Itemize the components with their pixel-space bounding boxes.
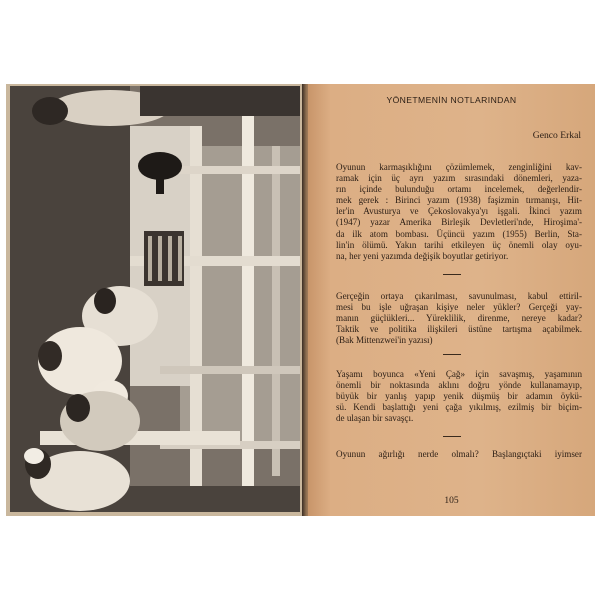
text-line: büyük bir yanlış yapıp yenik düşmüş bir adamın öykü- (336, 391, 582, 402)
paragraph-1 (336, 162, 582, 262)
text-line: Yaşamı boyunca «Yeni Çağ» için savaşmış, yaşamının (336, 369, 582, 379)
section-divider (443, 354, 461, 355)
text-line: ler'in Avusturya ve Çekoslovakya'yı işgali. İkinci yazım (336, 206, 582, 217)
text-line: mek gerek : Birinci yazım (1938) faşizmin tırmanışı, Hit- (336, 195, 582, 206)
text-line: Oyunun karmaşıklığını çözümlemek, zenginliğini kav- (336, 162, 582, 172)
paragraph-2 (336, 291, 582, 346)
text-line: Taktik ve politika ilişkileri üstüne tartışma açabilmek. (336, 324, 582, 335)
stage-photo-illustration (10, 86, 300, 512)
stage-photo (10, 86, 300, 512)
text-line: lin'in ölümü. Yakın tarihi etkileyen üç önemli olay oyu- (336, 239, 582, 250)
running-head: YÖNETMENİN NOTLARINDAN (386, 95, 517, 105)
text-line: mesi bu işle uğraşan kişiye neler yükler? Gerçeği yay- (336, 302, 582, 313)
right-page (308, 84, 595, 516)
left-page (6, 84, 304, 516)
section-divider (443, 436, 461, 437)
text-line: Oyunun ağırlığı nerde olmalı? Başlangıçtaki iyimser (336, 449, 582, 459)
text-line: da ilk atom bombası. Üçüncü yazım (1955) Berlin, Sta- (336, 228, 582, 239)
section-divider (443, 274, 461, 275)
open-book (6, 84, 595, 516)
text-line: de ulaşan bir savaşçı. (336, 413, 414, 424)
text-line: manın güçlükleri... Yüreklilik, direnme, nereye kadar? (336, 313, 582, 324)
paragraph-3 (336, 369, 582, 424)
text-line: Gerçeğin ortaya çıkarılması, savunulması, kabul ettiril- (336, 291, 582, 301)
text-line: na, her yeni yazımda değişik boyutlar getiriyor. (336, 250, 509, 261)
text-line: sü. Kendi başlattığı yeni çağa yıkılmış, ezilmiş bir biçim- (336, 402, 582, 413)
text-line: ramak için üç ayrı yazım sırasındaki dönemleri, yaza- (336, 173, 582, 184)
page-number: 105 (444, 496, 459, 506)
text-line: rın içinde bulunduğu ortamı incelemek, değerlendir- (336, 184, 582, 195)
paragraph-4 (336, 449, 582, 460)
author-name: Genco Erkal (532, 130, 581, 141)
text-line: (1947) yazar Amerika Birleşik Devletleri'nde, Hiroşima'- (336, 217, 582, 228)
text-line: önemli bir noktasında aklını doğru yönde kullanamayıp, (336, 380, 582, 391)
text-line: (Bak Mittenzwei'in yazısı) (336, 335, 433, 346)
